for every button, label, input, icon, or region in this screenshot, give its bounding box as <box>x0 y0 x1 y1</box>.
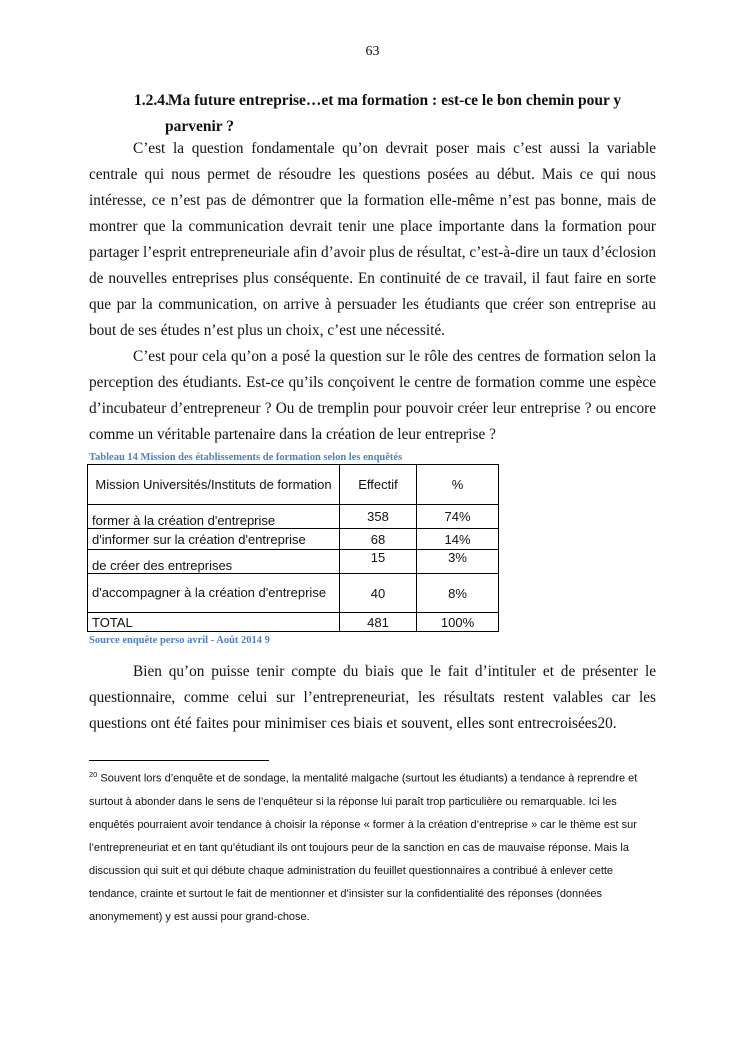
table-total-row <box>88 613 499 632</box>
cell-percent: 100% <box>417 613 499 632</box>
section-title-line1: Ma future entreprise…et ma formation : est-ce le bon chemin pour y <box>167 92 622 109</box>
cell-effectif: 68 <box>340 529 417 550</box>
table-header-row <box>88 465 499 505</box>
paragraph-1 <box>89 136 656 344</box>
paragraph-3-text: Bien qu’on puisse tenir compte du biais que le fait d’intituler et de présenter le questionnaire, comme celui sur l’entrepreneuriat, les résultats restent valables car les questions ont été faites pour minimiser ces biais et souvent, elles sont entrecroisées20. <box>89 663 656 732</box>
paragraph-3 <box>89 659 656 737</box>
cell-effectif: 40 <box>340 574 417 613</box>
section-number: 1.2.4. <box>134 92 169 109</box>
paragraph-1-text: C’est la question fondamentale qu’on devrait poser mais c’est aussi la variable centrale qui nous permet de résoudre les questions posées au début. Mais ce qui nous intéresse, ce n’est pas de démontrer que la formation elle-même n’est pas bonne, mais de montrer que la communication devrait tenir une place importante dans la formation pour partager l’esprit entrepreneuriale afin d’avoir plus de résultat, c’est-à-dire un taux d’éclosion de nouvelles entreprises plus conséquente. En continuité de ce travail, il faut faire en sorte que par la communication, on arrive à persuader les étudiants que créer son entreprise au bout de ses études n’est plus un choix, c’est une nécessité. <box>89 140 656 339</box>
header-mission: Mission Universités/Instituts de formation <box>88 465 340 505</box>
table-caption: Tableau 14 Mission des établissements de formation selon les enquêtés <box>89 452 403 463</box>
table-source: Source enquête perso avril - Août 2014 9 <box>89 635 270 646</box>
table-row <box>88 550 499 574</box>
cell-mission: former à la création d'entreprise <box>88 505 340 529</box>
mission-table <box>87 464 499 632</box>
cell-mission: TOTAL <box>88 613 340 632</box>
page-number: 63 <box>365 44 380 59</box>
section-heading <box>134 88 654 140</box>
section-title-line2: parvenir ? <box>165 118 235 135</box>
table-row <box>88 505 499 529</box>
cell-percent: 74% <box>417 505 499 529</box>
cell-effectif: 358 <box>340 505 417 529</box>
cell-effectif: 15 <box>340 550 417 574</box>
cell-mission: d'accompagner à la création d'entreprise <box>88 574 340 613</box>
footnote-separator <box>89 760 269 761</box>
header-effectif: Effectif <box>340 465 417 505</box>
cell-mission: de créer des entreprises <box>88 550 340 574</box>
footnote-marker: 20 <box>89 770 98 779</box>
header-percent: % <box>417 465 499 505</box>
cell-mission: d'informer sur la création d'entreprise <box>88 529 340 550</box>
paragraph-2 <box>89 344 656 448</box>
cell-percent: 8% <box>417 574 499 613</box>
table-row <box>88 529 499 550</box>
table-row <box>88 574 499 613</box>
cell-percent: 14% <box>417 529 499 550</box>
cell-effectif: 481 <box>340 613 417 632</box>
footnote-text: Souvent lors d’enquête et de sondage, la mentalité malgache (surtout les étudiants) a tendance à reprendre et surtout à abonder dans le sens de l’enquêteur si la réponse lui paraît trop particulière ou remarquable. Ici les enquêtés pourraient avoir tendance à choisir la réponse « former à la création d’entreprise » car le thème est sur l’entrepreneuriat et en tant qu’étudiant ils ont toujours peur de la sanction en cas de mauvaise réponse. Mais la discussion qui suit et qui débute chaque administration du feuillet questionnaires a contribué à enlever cette tendance, crainte et surtout le fait de mentionner et d’insister sur la confidentialité des réponses (données anonymement) y est aussi pour grand-chose. <box>89 772 638 923</box>
cell-percent: 3% <box>417 550 499 574</box>
paragraph-2-text: C’est pour cela qu’on a posé la question sur le rôle des centres de formation selon la perception des étudiants. Est-ce qu’ils conçoivent le centre de formation comme une espèce d’incubateur d’entrepreneur ? Ou de tremplin pour pouvoir créer leur entreprise ? ou encore comme un véritable partenaire dans la création de leur entreprise ? <box>89 348 656 443</box>
footnote <box>89 763 656 929</box>
